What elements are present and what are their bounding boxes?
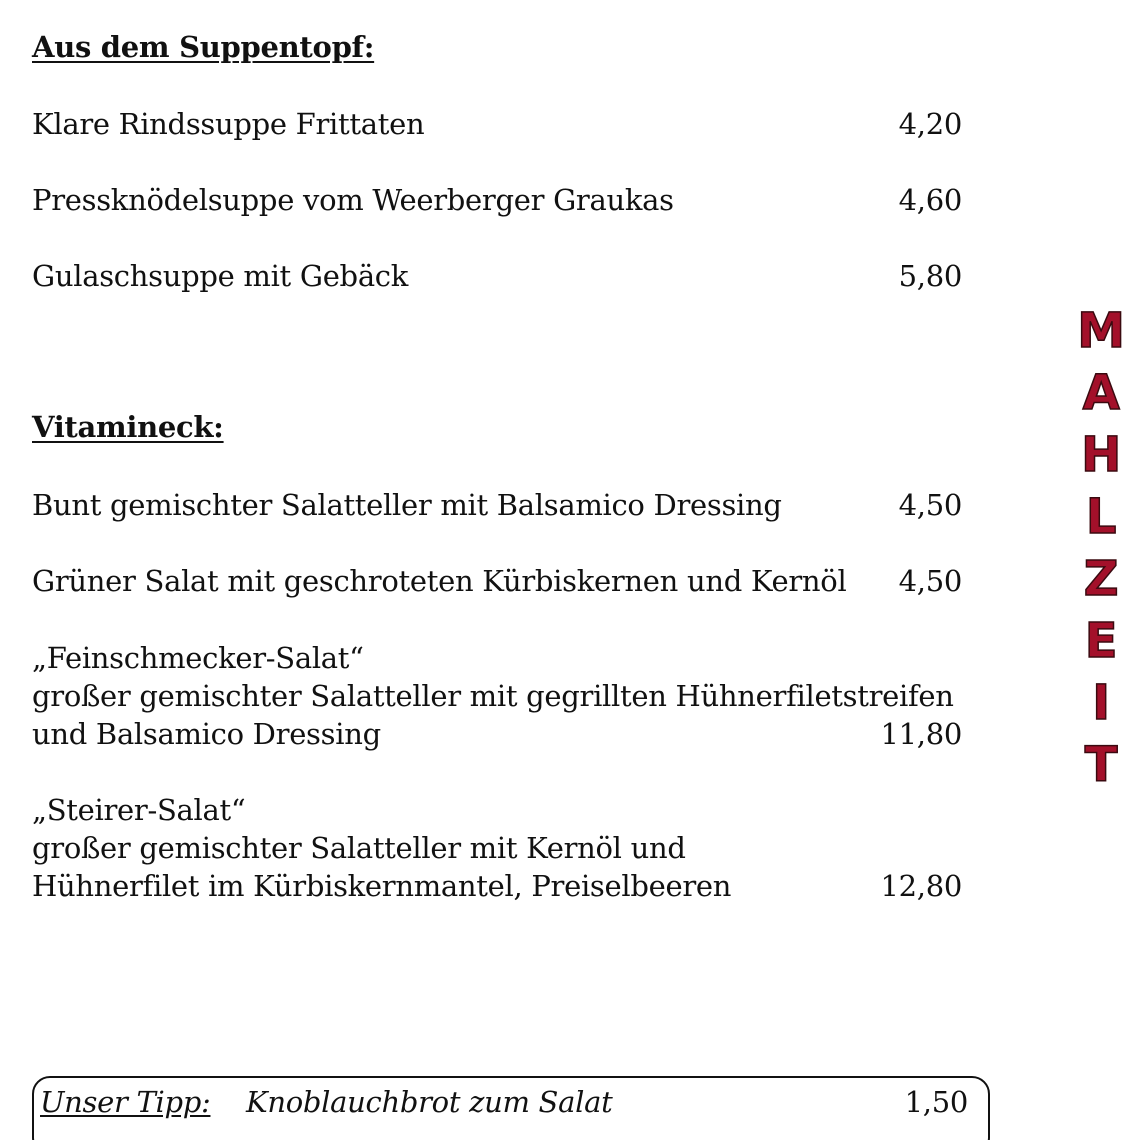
menu-item-name: Klare Rindssuppe Frittaten (32, 107, 425, 141)
feinschmecker-description-line-2: und Balsamico Dressing (32, 717, 381, 751)
menu-item-price: 4,50 (898, 564, 962, 598)
steirer-title: „Steirer-Salat“ (32, 793, 246, 827)
menu-item-soup-1 (32, 105, 962, 143)
banner-letter: A (1082, 365, 1120, 421)
menu-item-salad-1 (32, 486, 962, 524)
steirer-last-line (32, 867, 962, 905)
feinschmecker-price: 11,80 (880, 717, 962, 751)
feinschmecker-description-line-1: großer gemischter Salatteller mit gegrillten Hühnerfiletstreifen (32, 679, 954, 713)
menu-item-salad-2 (32, 562, 962, 600)
soup-section-heading: Aus dem Suppentopf: (32, 30, 375, 64)
banner-letter: I (1092, 675, 1110, 731)
tip-label: Unser Tipp: (40, 1085, 211, 1119)
banner-letter: M (1077, 303, 1125, 359)
tip-text: Knoblauchbrot zum Salat (246, 1085, 613, 1119)
banner-letter: H (1081, 427, 1121, 483)
menu-item-price: 5,80 (898, 259, 962, 293)
menu-item-name: Gulaschsuppe mit Gebäck (32, 259, 409, 293)
steirer-description-line-1: großer gemischter Salatteller mit Kernöl und (32, 831, 686, 865)
feinschmecker-last-line (32, 715, 962, 753)
feinschmecker-title: „Feinschmecker-Salat“ (32, 641, 364, 675)
menu-item-name: Pressknödelsuppe vom Weerberger Graukas (32, 183, 674, 217)
menu-item-name: Grüner Salat mit geschroteten Kürbiskernen und Kernöl (32, 564, 847, 598)
menu-item-price: 4,60 (898, 183, 962, 217)
menu-item-soup-2 (32, 181, 962, 219)
tip-price: 1,50 (904, 1085, 968, 1119)
banner-letter: Z (1083, 551, 1119, 607)
salad-section-heading: Vitamineck: (32, 410, 224, 444)
mahlzeit-side-banner (1072, 300, 1130, 796)
menu-item-name: Bunt gemischter Salatteller mit Balsamico Dressing (32, 488, 782, 522)
menu-item-price: 4,20 (898, 107, 962, 141)
banner-letter: T (1084, 737, 1118, 793)
steirer-description-line-2: Hühnerfilet im Kürbiskernmantel, Preiselbeeren (32, 869, 732, 903)
banner-letter: L (1085, 489, 1117, 545)
banner-letter: E (1084, 613, 1118, 669)
menu-item-soup-3 (32, 257, 962, 295)
steirer-price: 12,80 (880, 869, 962, 903)
menu-item-price: 4,50 (898, 488, 962, 522)
